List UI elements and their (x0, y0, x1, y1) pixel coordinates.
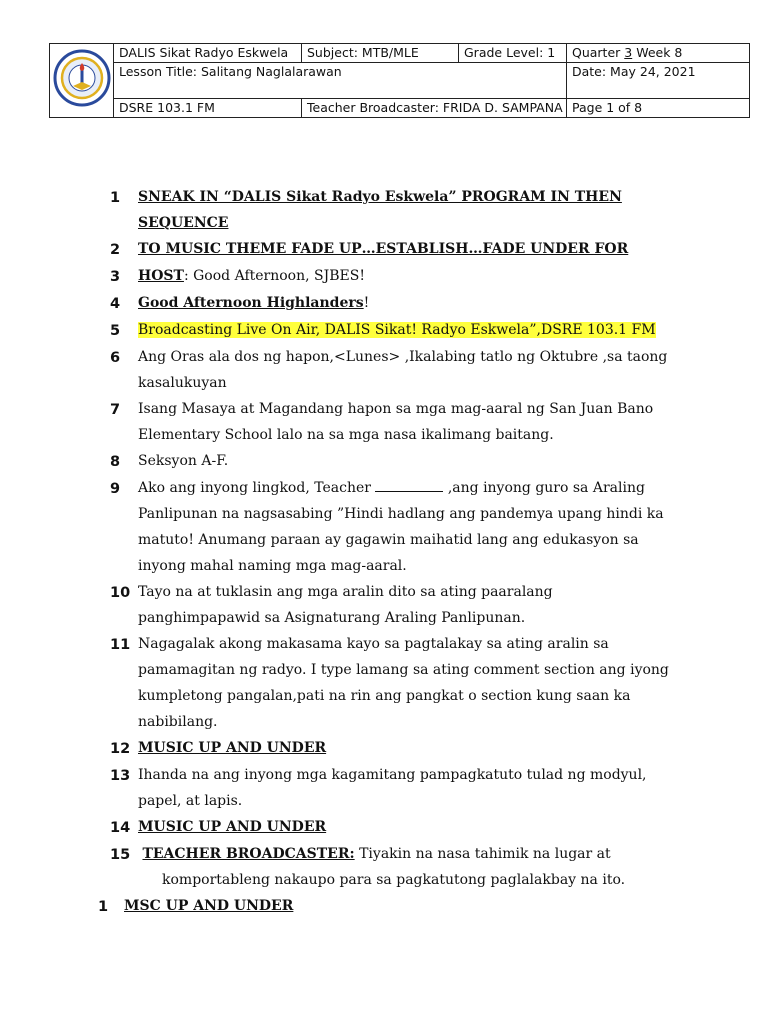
school-seal-icon (53, 49, 111, 107)
script-line (98, 893, 670, 920)
cue-music-up: MUSIC UP AND UNDER (138, 819, 327, 835)
line-number: 12 (110, 741, 131, 757)
script-line (110, 762, 670, 814)
script-line (110, 448, 670, 475)
script-line (110, 344, 670, 396)
script-line (110, 236, 670, 263)
script-line (110, 631, 670, 735)
line-number: 1 (98, 899, 109, 915)
name-blank (375, 479, 443, 492)
line-number: 3 (110, 269, 121, 285)
cue-sneak-in: SNEAK IN “DALIS Sikat Radyo Eskwela” PROGRAM IN THEN SEQUENCE (138, 189, 622, 231)
line-number: 5 (110, 323, 121, 339)
line-number: 10 (110, 585, 131, 601)
teacher-introduction: Ako ang inyong lingkod, Teacher ,ang inyong guro sa Araling Panlipunan na nagsasabing ”Hindi hadlang ang pandemya upang hindi ka matuto! Anumang paraan ay gagawin maihatid lang ang edukasyon sa inyong mahal naming mga mag-aaral. (138, 480, 664, 574)
line-number: 9 (110, 481, 121, 497)
broadcast-intro (138, 317, 670, 343)
script-line (110, 735, 670, 762)
header-table (49, 43, 750, 118)
script-line (110, 263, 670, 290)
script-line (110, 841, 670, 893)
lesson-invite: Tayo na at tuklasin ang mga aralin dito sa ating paaralang panghimpapawid sa Asignaturang Araling Panlipunan. (138, 584, 553, 626)
grade-level-cell: Grade Level: 1 (459, 44, 567, 63)
line-number: 8 (110, 454, 121, 470)
lesson-title-cell: Lesson Title: Salitang Naglalarawan (114, 63, 567, 99)
highlanders-greeting: Good Afternoon Highlanders! (138, 295, 370, 311)
line-number: 11 (110, 637, 131, 653)
script-line (110, 475, 670, 579)
cue-music-up: MUSIC UP AND UNDER (138, 740, 327, 756)
line-number: 13 (110, 768, 131, 784)
line-number: 1 (110, 190, 121, 206)
line-number: 15 (110, 847, 131, 863)
script-line (110, 290, 670, 317)
host-label: HOST (138, 268, 184, 284)
script-body (98, 184, 670, 920)
script-line (110, 814, 670, 841)
time-announcement: Ang Oras ala dos ng hapon,<Lunes> ,Ikalabing tatlo ng Oktubre ,sa taong kasalukuyan (138, 349, 668, 391)
host-greeting: HOST: Good Afternoon, SJBES! (138, 268, 365, 284)
quarter-week-cell: Quarter 3 Week 8 (567, 44, 750, 63)
page-number-cell: Page 1 of 8 (567, 99, 750, 118)
script-line (110, 579, 670, 631)
program-name: DALIS Sikat Radyo Eskwela (114, 44, 302, 63)
school-greeting: Isang Masaya at Magandang hapon sa mga mag-aaral ng San Juan Bano Elementary School lalo na sa mga nasa ikalimang baitang. (138, 401, 654, 443)
station-cell: DSRE 103.1 FM (114, 99, 302, 118)
line-number: 6 (110, 350, 121, 366)
comment-instructions: Nagagalak akong makasama kayo sa pagtalakay sa ating aralin sa pamamagitan ng radyo. I type lamang sa ating comment section ang iyong kumpletong pangalan,pati na rin ang pangkat o section kung saan ka nabibilang. (138, 636, 669, 730)
highlighted-text: Broadcasting Live On Air, DALIS Sikat! Radyo Eskwela”,DSRE 103.1 FM (138, 322, 656, 338)
materials-reminder: Ihanda na ang inyong mga kagamitang pampagkatuto tulad ng modyul, papel, at lapis. (138, 767, 647, 809)
script-line (110, 184, 670, 236)
script-line (110, 317, 670, 344)
line-number: 7 (110, 402, 121, 418)
school-logo (50, 44, 114, 118)
line-number: 4 (110, 296, 121, 312)
date-cell: Date: May 24, 2021 (567, 63, 750, 99)
teacher-broadcaster-label: TEACHER BROADCASTER: (142, 846, 355, 862)
teacher-broadcaster-cell: Teacher Broadcaster: FRIDA D. SAMPANA (302, 99, 567, 118)
line-number: 2 (110, 242, 121, 258)
script-line (110, 396, 670, 448)
cue-msc-up: MSC UP AND UNDER (124, 898, 294, 914)
line-number: 14 (110, 820, 131, 836)
cue-music-theme: TO MUSIC THEME FADE UP…ESTABLISH…FADE UNDER FOR (138, 241, 629, 257)
subject-cell: Subject: MTB/MLE (302, 44, 459, 63)
section-list: Seksyon A-F. (138, 453, 229, 469)
teacher-broadcaster-line: TEACHER BROADCASTER: Tiyakin na nasa tahimik na lugar at komportableng nakaupo para sa pagkatutong paglalakbay na ito. (142, 846, 626, 888)
